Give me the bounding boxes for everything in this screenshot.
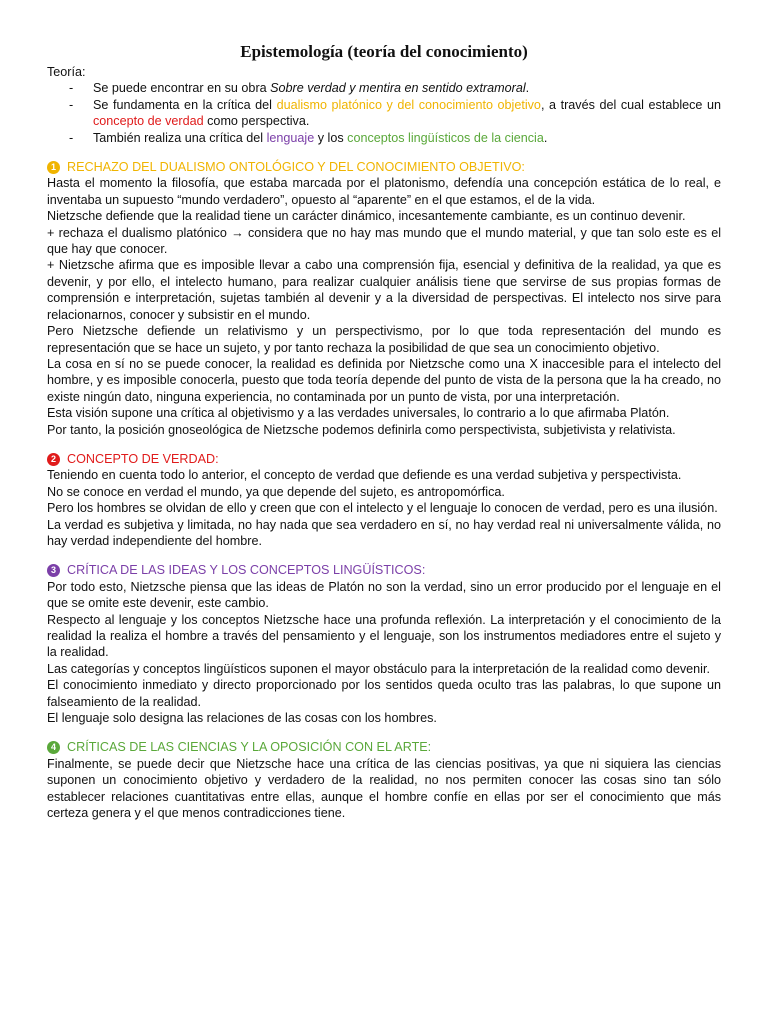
intro-text: . bbox=[543, 130, 548, 145]
intro-item bbox=[47, 80, 721, 96]
intro-text: Se fundamenta en la crítica del bbox=[93, 97, 277, 112]
section-title: CRÍTICAS DE LAS CIENCIAS Y LA OPOSICIÓN CON EL ARTE: bbox=[67, 740, 432, 755]
paragraph: Respecto al lenguaje y los conceptos Nietzsche hace una profunda reflexión. La interpretación y el conocimiento de la realidad la realiza el hombre a través del pensamiento y el lenguaje, son los instrumentos mediadores entre el sujeto y la realidad. bbox=[47, 612, 721, 660]
section-title: CONCEPTO DE VERDAD: bbox=[67, 451, 219, 466]
paragraph: El conocimiento inmediato y directo proporcionado por los sentidos queda oculto tras las palabras, lo que supone un falseamiento de la realidad. bbox=[47, 678, 721, 709]
intro-item bbox=[47, 130, 721, 146]
paragraph: Esta visión supone una crítica al objetivismo y a las verdades universales, lo contrario a lo que afirmaba Platón. bbox=[47, 406, 670, 421]
intro-text: También realiza una crítica del bbox=[93, 130, 267, 145]
paragraph: Pero los hombres se olvidan de ello y creen que con el intelecto y el lenguaje lo conocen de verdad, pero es una ilusión. bbox=[47, 501, 718, 516]
section-heading-3 bbox=[47, 562, 721, 578]
paragraph: El lenguaje solo designa las relaciones de las cosas con los hombres. bbox=[47, 711, 437, 726]
paragraph: La verdad es subjetiva y limitada, no hay nada que sea verdadero en sí, no hay verdad real ni universalmente válida, no hay verdad independiente del hombre. bbox=[47, 517, 721, 548]
paragraph: Por todo esto, Nietzsche piensa que las ideas de Platón no son la verdad, sino un error producido por el lenguaje en el que se omite este devenir, este cambio. bbox=[47, 579, 721, 611]
paragraph: + Nietzsche afirma que es imposible llevar a cabo una comprensión fija, esencial y definitiva de la realidad, ya que es devenir, y por ello, el intelecto humano, para realizar cualquier análisis tiene que servirse de sus propias formas de comprensión e interpretación, sujetas también al devenir y a la diversidad de perspectivas. El intelecto nos sirve para relacionarnos, conocer y subsistir en el mundo. bbox=[47, 258, 721, 322]
number-badge-icon: 3 bbox=[47, 564, 60, 577]
section-title: CRÍTICA DE LAS IDEAS Y LOS CONCEPTOS LINGÜÍSTICOS: bbox=[67, 563, 426, 578]
work-title: Sobre verdad y mentira en sentido extramoral bbox=[270, 81, 526, 96]
paragraph: + rechaza el dualismo platónico → considera que no hay mas mundo que el mundo material, y que tan solo este es el que hay que conocer. bbox=[47, 225, 721, 257]
highlight-verdad: concepto de verdad bbox=[93, 114, 204, 129]
bullet-dash: - bbox=[69, 130, 74, 145]
highlight-lenguaje: lenguaje bbox=[266, 130, 315, 145]
bullet-dash: - bbox=[69, 97, 74, 112]
bullet-dash: - bbox=[69, 81, 74, 96]
intro-text: , a través del cual establece un bbox=[540, 97, 722, 112]
paragraph: No se conoce en verdad el mundo, ya que depende del sujeto, es antropomórfica. bbox=[47, 484, 505, 499]
teoria-label: Teoría: bbox=[47, 65, 86, 79]
section-heading-1 bbox=[47, 159, 721, 175]
document-body bbox=[47, 64, 721, 821]
paragraph: Hasta el momento la filosofía, que estaba marcada por el platonismo, defendía una concepción estática de lo real, e inventaba un supuesto “mundo verdadero”, opuesto al “aparente” en el que estamos, el de la vida. bbox=[47, 176, 721, 207]
intro-text: y los bbox=[314, 130, 348, 145]
intro-text: Se puede encontrar en su obra bbox=[93, 81, 271, 96]
highlight-ciencia: conceptos lingüísticos de la ciencia bbox=[347, 130, 544, 145]
section-heading-4 bbox=[47, 739, 721, 755]
number-badge-icon: 4 bbox=[47, 741, 60, 754]
intro-list bbox=[47, 80, 721, 146]
number-badge-icon: 2 bbox=[47, 453, 60, 466]
paragraph: La cosa en sí no se puede conocer, la realidad es definida por Nietzsche como una X inaccesible para el intelecto del hombre, y es imposible conocerla, puesto que toda teoría depende del punto de vista de la persona que la ha creado, no existe ningún dato, ninguna experiencia, no contaminada por un punto de vista, por una interpretación. bbox=[47, 356, 721, 404]
paragraph: Nietzsche defiende que la realidad tiene un carácter dinámico, incesantemente cambiante, es un continuo devenir. bbox=[47, 209, 686, 224]
document-title: Epistemología (teoría del conocimiento) bbox=[240, 42, 528, 61]
intro-text: como perspectiva. bbox=[203, 114, 310, 129]
intro-item bbox=[47, 97, 721, 130]
section-title: RECHAZO DEL DUALISMO ONTOLÓGICO Y DEL CONOCIMIENTO OBJETIVO: bbox=[67, 160, 525, 175]
paragraph: Por tanto, la posición gnoseológica de Nietzsche podemos definirla como perspectivista, subjetivista y relativista. bbox=[47, 422, 676, 437]
paragraph: Las categorías y conceptos lingüísticos suponen el mayor obstáculo para la interpretación de la realidad como devenir. bbox=[47, 661, 710, 676]
intro-text: . bbox=[525, 81, 530, 96]
section-heading-2 bbox=[47, 451, 721, 467]
paragraph: Finalmente, se puede decir que Nietzsche hace una crítica de las ciencias positivas, ya que ni siquiera las ciencias suponen un conocimiento objetivo y verdadero de la realidad, no nos permiten conocer las cosas sino tan sólo establecer relaciones cuantitativas entre ellas, aunque el hombre confíe en ellas por ser el conocimiento que más certeza genera y el que menos contradicciones tiene. bbox=[47, 756, 721, 821]
number-badge-icon: 1 bbox=[47, 161, 60, 174]
highlight-dualismo: dualismo platónico y del conocimiento objetivo bbox=[276, 97, 541, 112]
paragraph: Pero Nietzsche defiende un relativismo y un perspectivismo, por lo que toda representación del mundo es representación que se hace un sujeto, y por tanto rechaza la posibilidad de que sea un conocimiento objetivo. bbox=[47, 324, 721, 355]
paragraph: Teniendo en cuenta todo lo anterior, el concepto de verdad que defiende es una verdad subjetiva y perspectivista. bbox=[47, 468, 682, 483]
